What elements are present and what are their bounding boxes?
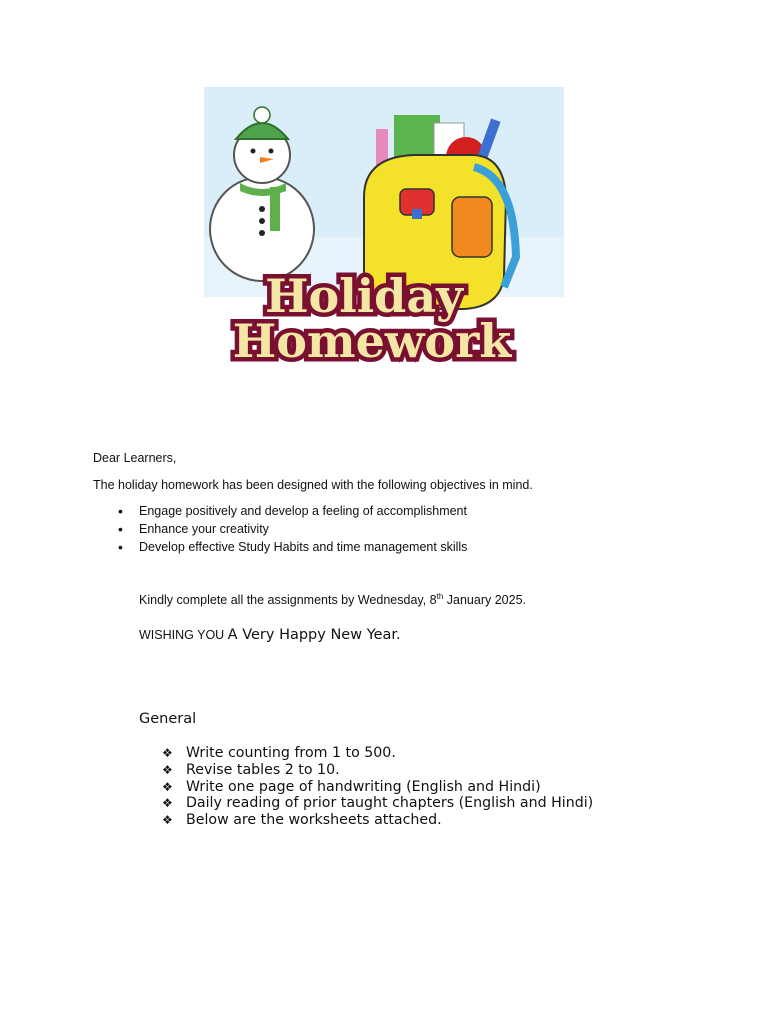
banner-line-1: Holiday: [265, 269, 463, 323]
diamond-bullet-icon: ❖: [162, 813, 173, 828]
general-tasks-list: [162, 745, 593, 829]
holiday-homework-illustration: [204, 87, 564, 384]
diamond-bullet-icon: ❖: [162, 779, 173, 794]
objective-item: • Enhance your creativity: [118, 521, 269, 537]
bullet-icon: •: [118, 503, 123, 519]
task-item: ❖ Daily reading of prior taught chapters (English and Hindi): [162, 795, 594, 812]
new-year-wish: WISHING YOU A Very Happy New Year.: [139, 627, 401, 643]
intro-paragraph: The holiday homework has been designed with the following objectives in mind.: [93, 478, 533, 492]
task-item: ❖ Revise tables 2 to 10.: [162, 761, 340, 778]
banner-line-2: Homework: [232, 314, 512, 368]
bullet-icon: •: [118, 521, 123, 537]
objective-item: • Develop effective Study Habits and time management skills: [118, 539, 468, 555]
illustration-svg: [204, 87, 564, 384]
diamond-bullet-icon: ❖: [162, 796, 173, 811]
diamond-bullet-icon: ❖: [162, 746, 173, 760]
task-item: ❖ Write one page of handwriting (English and Hindi): [162, 778, 541, 795]
section-title-general: General: [139, 711, 197, 727]
bullet-icon: •: [118, 539, 123, 555]
task-item: ❖ Write counting from 1 to 500.: [162, 745, 396, 761]
diamond-bullet-icon: ❖: [162, 762, 173, 777]
objectives-list: [118, 504, 467, 558]
greeting: Dear Learners,: [93, 451, 177, 465]
objective-item: • Engage positively and develop a feeling of accomplishment: [118, 503, 467, 519]
deadline-note: Kindly complete all the assignments by Wednesday, 8th January 2025.: [139, 591, 526, 607]
task-item: ❖ Below are the worksheets attached.: [162, 812, 442, 829]
